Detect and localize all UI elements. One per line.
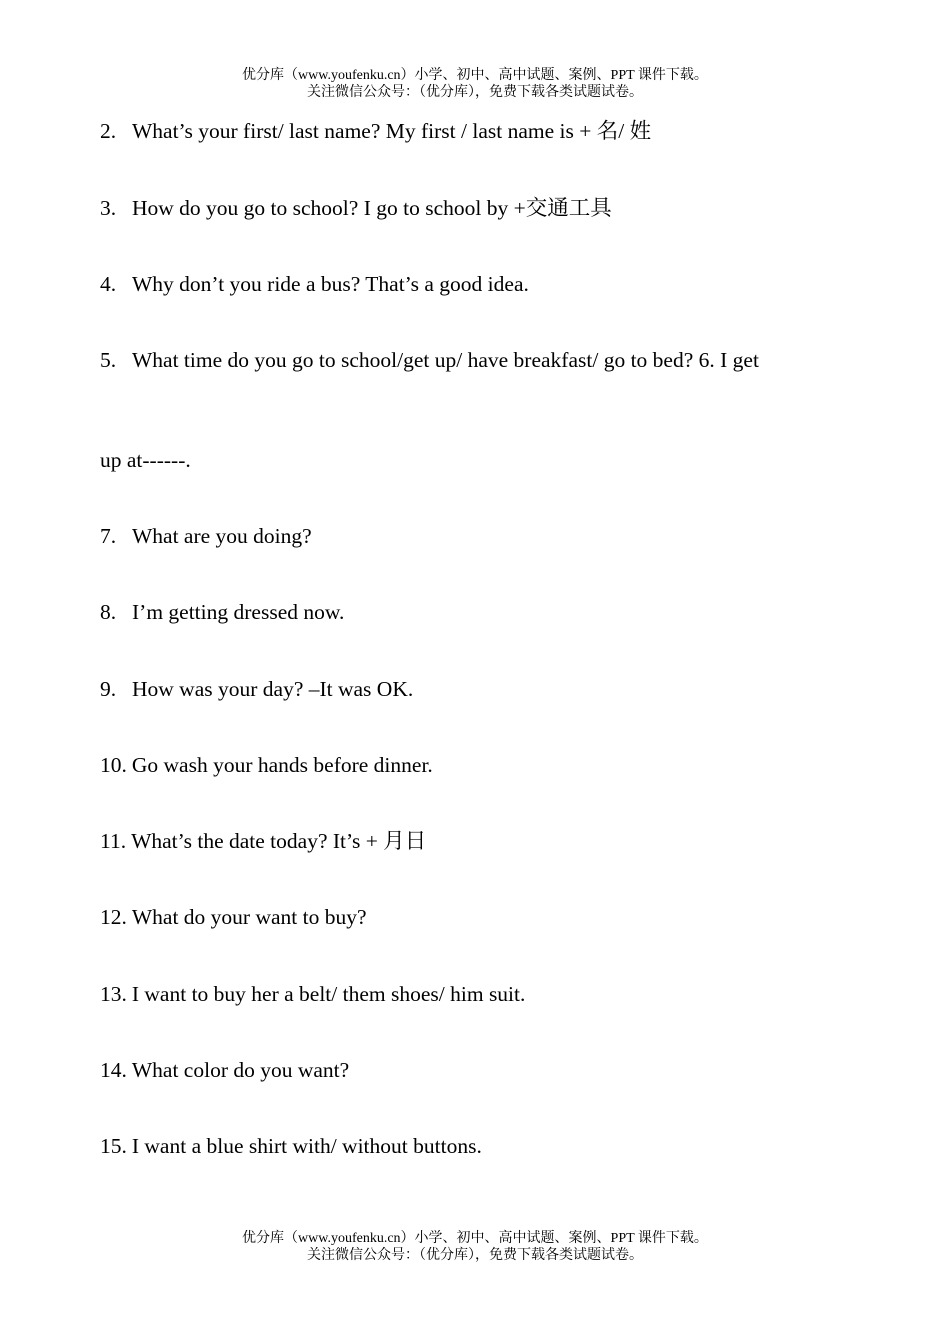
item-number: 5.: [100, 348, 117, 372]
item-number: 2.: [100, 119, 117, 143]
item-number: 3.: [100, 196, 117, 220]
item-text: What do your want to buy?: [131, 905, 367, 929]
item-text: How was your day? –It was OK.: [132, 677, 414, 701]
header-line-1: 优分库（www.youfenku.cn）小学、初中、高中试题、案例、PPT 课件下载。: [242, 68, 708, 83]
list-item: [100, 981, 525, 1007]
item-number: 7.: [100, 524, 117, 548]
item-text: Go wash your hands before dinner.: [131, 753, 433, 777]
list-item: [100, 1133, 482, 1159]
item-text: What’s your first/ last name? My first / last name is + 名/ 姓: [132, 119, 652, 143]
list-item: [100, 828, 426, 854]
item-text: What time do you go to school/get up/ have breakfast/ go to bed? 6. I get: [132, 348, 759, 372]
item-text: I want a blue shirt with/ without buttons.: [131, 1134, 482, 1158]
item-number: 12.: [100, 905, 127, 929]
list-item-continuation: [100, 447, 191, 473]
list-item: [100, 195, 612, 221]
list-item: [100, 271, 529, 297]
list-item: [100, 599, 344, 625]
item-number: 13.: [100, 982, 127, 1006]
item-text: What are you doing?: [132, 524, 312, 548]
item-number: 14.: [100, 1058, 127, 1082]
list-item: [100, 1057, 349, 1083]
list-item: [100, 904, 367, 930]
page-header: [0, 67, 950, 101]
item-text: I’m getting dressed now.: [132, 600, 345, 624]
list-item: [100, 752, 433, 778]
list-item: [100, 676, 413, 702]
item-number: 11.: [100, 829, 127, 853]
item-number: 4.: [100, 272, 117, 296]
footer-line-2: 关注微信公众号：（优分库），免费下载各类试题试卷。: [307, 1248, 643, 1263]
item-text: How do you go to school? I go to school by +交通工具: [132, 196, 612, 220]
page-footer: [0, 1230, 950, 1264]
item-text: What color do you want?: [131, 1058, 350, 1082]
item-text: What’s the date today? It’s + 月日: [131, 829, 427, 853]
item-number: 8.: [100, 600, 117, 624]
list-item: [100, 118, 651, 144]
item-text: I want to buy her a belt/ them shoes/ him suit.: [131, 982, 526, 1006]
item-number: 9.: [100, 677, 117, 701]
item-text: Why don’t you ride a bus? That’s a good idea.: [132, 272, 529, 296]
header-line-2: 关注微信公众号：（优分库），免费下载各类试题试卷。: [307, 85, 643, 100]
footer-line-1: 优分库（www.youfenku.cn）小学、初中、高中试题、案例、PPT 课件下载。: [242, 1231, 708, 1246]
list-item: [100, 523, 312, 549]
item-number: 15.: [100, 1134, 127, 1158]
item-number: 10.: [100, 753, 127, 777]
list-item: [100, 347, 759, 373]
item-text: up at------.: [100, 448, 191, 472]
